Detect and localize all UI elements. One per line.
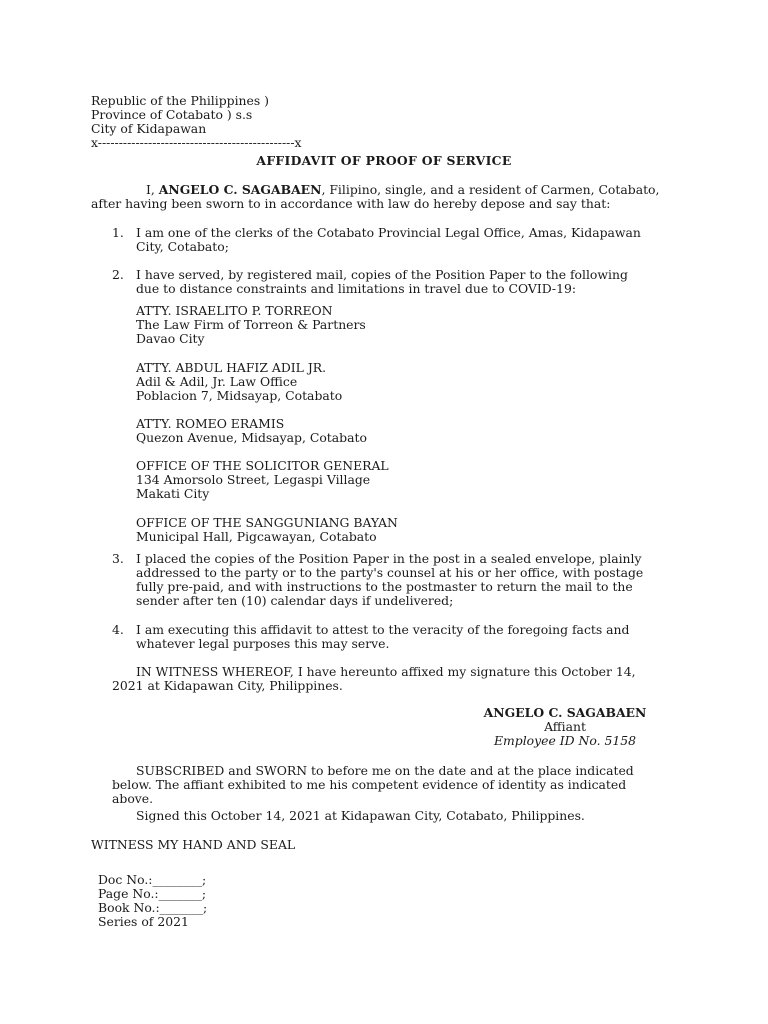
- intro-suffix: , Filipino, single, and a resident of Carmen, Cotabato,: [321, 182, 660, 197]
- item-1-number: 1.: [112, 225, 124, 240]
- witness-line-1: IN WITNESS WHEREOF, I have hereunto affixed my signature this October 14,: [136, 664, 636, 679]
- item-2-number: 2.: [112, 267, 124, 282]
- affiant-name: ANGELO C. SAGABAEN: [158, 182, 322, 197]
- witness-line-2: 2021 at Kidapawan City, Philippines.: [112, 678, 343, 693]
- jurat-line-1: SUBSCRIBED and SWORN to before me on the date and at the place indicated: [136, 763, 634, 778]
- recipient-5: [136, 516, 398, 544]
- doc-number: Doc No.:________;: [98, 872, 207, 887]
- recipient-5-line-2: Municipal Hall, Pigcawayan, Cotabato: [136, 529, 377, 544]
- recipient-1-line-1: ATTY. ISRAELITO P. TORREON: [136, 303, 333, 318]
- item-1-line-2: City, Cotabato;: [136, 239, 229, 254]
- jurat-signed: Signed this October 14, 2021 at Kidapawan City, Cotabato, Philippines.: [136, 808, 585, 823]
- item-2-line-2: due to distance constraints and limitations in travel due to COVID-19:: [136, 281, 577, 296]
- page-number: Page No.:_______;: [98, 886, 207, 901]
- item-3-line-4: sender after ten (10) calendar days if undelivered;: [136, 593, 454, 608]
- recipient-3-line-2: Quezon Avenue, Midsayap, Cotabato: [136, 430, 367, 445]
- recipient-2-line-3: Poblacion 7, Midsayap, Cotabato: [136, 388, 343, 403]
- item-4-line-1: I am executing this affidavit to attest to the veracity of the foregoing facts and: [136, 622, 630, 637]
- recipient-1-line-3: Davao City: [136, 331, 205, 346]
- caption-republic: Republic of the Philippines ): [91, 93, 270, 108]
- recipient-2: [136, 361, 342, 403]
- witness-hand-seal: WITNESS MY HAND AND SEAL: [91, 837, 296, 852]
- recipient-3: [136, 417, 367, 445]
- item-3-line-1: I placed the copies of the Position Paper in the post in a sealed envelope, plainly: [136, 551, 642, 566]
- signature-employee-id: Employee ID No. 5158: [493, 733, 636, 748]
- intro-prefix: I,: [146, 182, 159, 197]
- recipient-2-line-1: ATTY. ABDUL HAFIZ ADIL JR.: [136, 360, 327, 375]
- series-year: Series of 2021: [98, 914, 189, 929]
- item-3-number: 3.: [112, 551, 124, 566]
- recipient-4-line-1: OFFICE OF THE SOLICITOR GENERAL: [136, 458, 389, 473]
- item-4-number: 4.: [112, 622, 124, 637]
- caption-province: Province of Cotabato ) s.s: [91, 107, 253, 122]
- recipient-5-line-1: OFFICE OF THE SANGGUNIANG BAYAN: [136, 515, 398, 530]
- jurat-line-3: above.: [112, 791, 154, 806]
- item-2-line-1: I have served, by registered mail, copies of the Position Paper to the following: [136, 267, 628, 282]
- recipient-4: [136, 459, 389, 501]
- caption-rule: x-----------------------------------------------x: [91, 135, 302, 150]
- jurat-line-2: below. The affiant exhibited to me his competent evidence of identity as indicated: [112, 777, 627, 792]
- recipient-2-line-2: Adil & Adil, Jr. Law Office: [136, 374, 298, 389]
- item-3-line-3: fully pre-paid, and with instructions to the postmaster to return the mail to the: [136, 579, 633, 594]
- item-1-line-1: I am one of the clerks of the Cotabato Provincial Legal Office, Amas, Kidapawan: [136, 225, 641, 240]
- signature-name: ANGELO C. SAGABAEN: [483, 705, 647, 720]
- recipient-3-line-1: ATTY. ROMEO ERAMIS: [136, 416, 285, 431]
- intro-line-1: [146, 183, 659, 197]
- document-title: AFFIDAVIT OF PROOF OF SERVICE: [256, 153, 512, 168]
- recipient-4-line-2: 134 Amorsolo Street, Legaspi Village: [136, 472, 371, 487]
- caption-city: City of Kidapawan: [91, 121, 207, 136]
- book-number: Book No.:_______;: [98, 900, 208, 915]
- intro-line-2: after having been sworn to in accordance with law do hereby depose and say that:: [91, 196, 611, 211]
- recipient-4-line-3: Makati City: [136, 486, 210, 501]
- signature-role: Affiant: [544, 719, 586, 734]
- item-4-line-2: whatever legal purposes this may serve.: [136, 636, 390, 651]
- recipient-1: [136, 304, 366, 346]
- recipient-1-line-2: The Law Firm of Torreon & Partners: [136, 317, 366, 332]
- item-3-line-2: addressed to the party or to the party's counsel at his or her office, with postage: [136, 565, 644, 580]
